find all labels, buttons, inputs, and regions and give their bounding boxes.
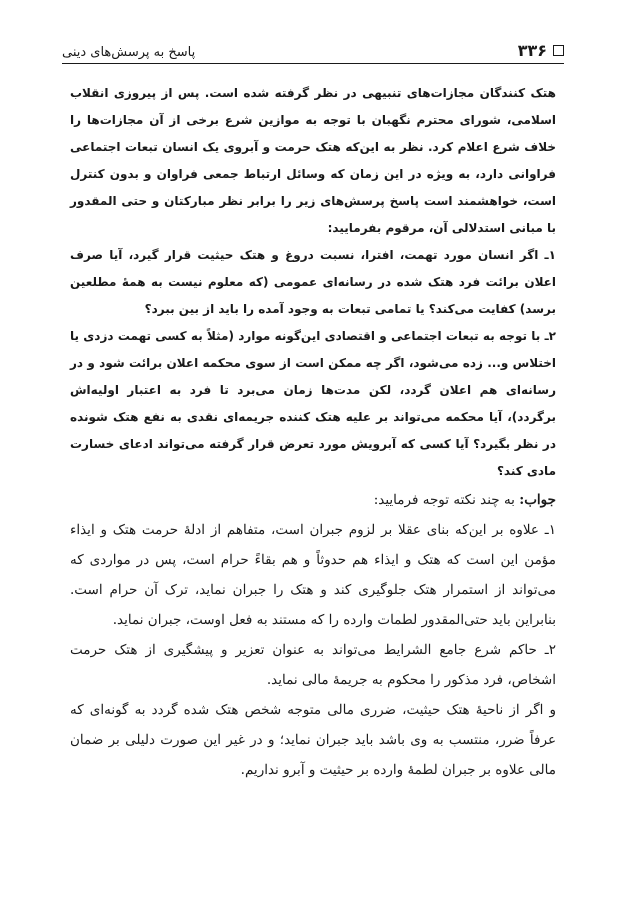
answer-label: جواب: — [519, 492, 556, 508]
answer-heading — [70, 485, 556, 515]
running-title: پاسخ به پرسش‌های دینی — [62, 45, 196, 60]
square-bullet-icon — [553, 45, 564, 56]
header-divider — [62, 63, 564, 64]
page-body — [70, 80, 556, 785]
answer-point-1: ۱ـ علاوه بر این‌که بنای عقلا بر لزوم جبران است، متفاهم از ادلهٔ حرمت هتک و ایذاء مؤمن این است که هتک و ایذاء هم حدوثاً و هم بقاءً حرام است، پس در مواردی که می‌تواند از استمرار هتک جلوگیری کند و هتک را جبران نماید، ترک آن حرام است. بنابراین باید حتی‌المقدور لطمات وارده را که مستند به فعل اوست، جبران نماید. — [70, 522, 556, 628]
answer-point-3: و اگر از ناحیهٔ هتک حیثیت، ضرری مالی متوجه شخص هتک شده گردد به گونه‌ای که عرفاً ضرر، منتسب به وی باشد باید جبران نماید؛ و در غیر این صورت دلیلی بر ضمان مالی علاوه بر جبران لطمهٔ وارده بر حیثیت و آبرو نداریم. — [70, 702, 556, 778]
page-number: ۳۳۶ — [517, 41, 547, 60]
page-header — [62, 34, 564, 60]
question-item-1: ۱ـ اگر انسان مورد تهمت، افترا، نسبت دروغ و هتک حیثیت قرار گیرد، آیا صرف اعلان برائت فرد هتک شده در رسانه‌ای عمومی (که معلوم نیست به همهٔ مطلعین برسد) کفایت می‌کند؟ یا تمامی تبعات به وجود آمده را باید از بین ببرد؟ — [70, 248, 556, 316]
answer-point-2: ۲ـ حاکم شرع جامع الشرایط می‌تواند به عنوان تعزیر و پیشگیری از هتک حرمت اشخاص، فرد مذکور را محکوم به جریمهٔ مالی نماید. — [70, 642, 556, 688]
answer-intro: به چند نکته توجه فرمایید: — [373, 492, 520, 508]
page-number-group — [518, 41, 564, 60]
question-item-2: ۲ـ با توجه به تبعات اجتماعی و اقتصادی این‌گونه موارد (مثلاً به کسی تهمت دزدی یا اختلاس و... زده می‌شود، اگر چه ممکن است از سوی محکمه اعلان برائت شود و در رسانه‌ای هم اعلان گردد، لکن مدت‌ها زمان می‌برد تا فرد به اعتبار اولیه‌اش برگردد)، آیا محکمه می‌تواند بر علیه هتک کننده جریمه‌ای نقدی به نفع هتک شونده در نظر بگیرد؟ آیا کسی که آبرویش مورد تعرض قرار گرفته می‌تواند ادعای خسارت مادی کند؟ — [70, 329, 556, 478]
question-intro: هتک کنندگان مجازات‌های تنبیهی در نظر گرفته شده است. پس از پیروزی انقلاب اسلامی، شورای محترم نگهبان با توجه به موازین شرع برخی از آن مجازات‌ها را خلاف شرع اعلام کرد. نظر به این‌که هتک حرمت و آبروی یک انسان تبعات اجتماعی فراوانی دارد، به ویژه در این زمان که وسائل ارتباط جمعی فراوان و بدون کنترل است، خواهشمند است پاسخ پرسش‌های زیر را برابر نظر مبارکتان و حتی المقدور با مبانی استدلالی آن، مرقوم بفرمایید: — [70, 86, 556, 235]
